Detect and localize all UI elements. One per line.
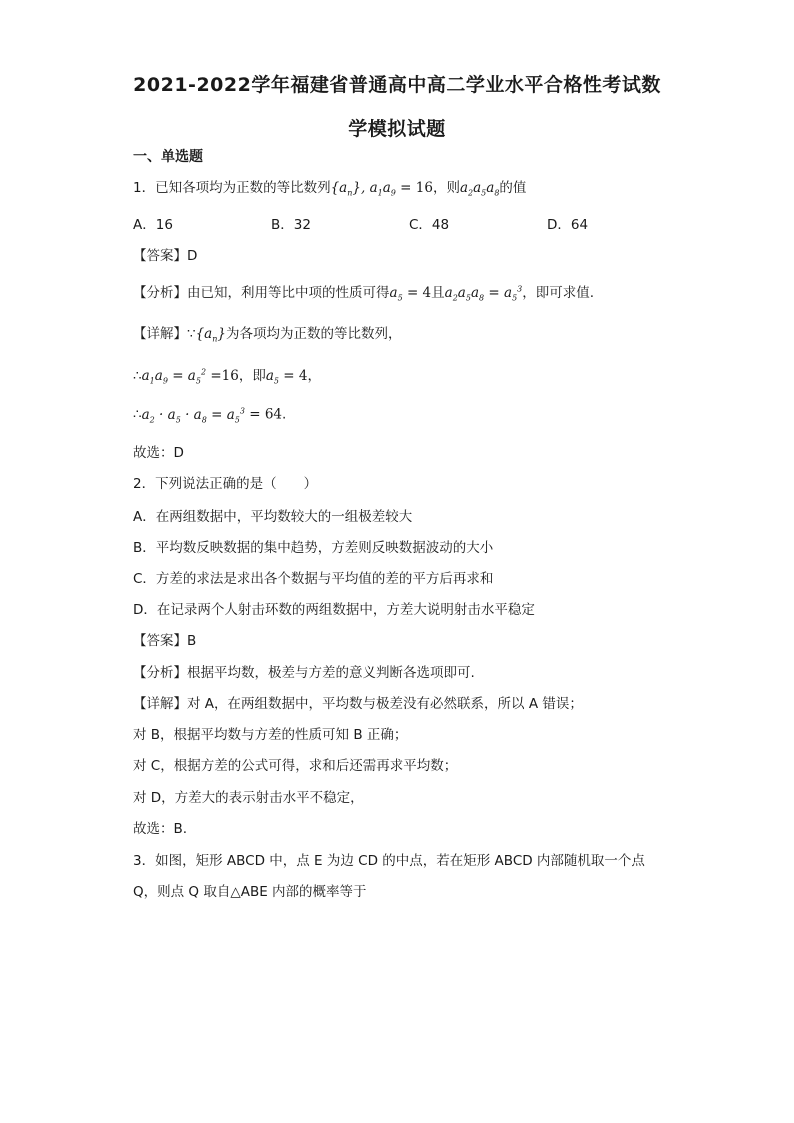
q1-analysis-formula-2: $a_2a_5a_8$ [444, 285, 485, 303]
q1-stem-text-c: 的值 [499, 180, 527, 196]
q1-option-d: D．64 [547, 217, 589, 233]
q1-detail-text-a: 为各项均为正数的等比数列， [225, 326, 402, 342]
q1-formula-sequence: $\{a_n\}$ [330, 180, 361, 198]
q1-analysis-tag: 【分析】 [133, 285, 187, 301]
q1-option-b: B．32 [271, 217, 311, 233]
q2-option-b: B．平均数反映数据的集中趋势，方差则反映数据波动的大小 [133, 540, 494, 556]
q1-analysis: 【分析】由已知，利用等比中项的性质可得$a_5 = 4$且$a_2a_5a_8 = a_5^3$，即可求值. [133, 284, 595, 303]
q2-detail-text-a: 对 A，在两组数据中，平均数与极差没有必然联系，所以 A 错误； [187, 696, 583, 712]
q2-detail-c: 对 C，根据方差的公式可得，求和后还需再求平均数； [133, 758, 458, 774]
q1-option-a: A．16 [133, 217, 173, 233]
q1-stem-text-a: 1．已知各项均为正数的等比数列 [133, 180, 331, 196]
q3-stem-line-2: Q，则点 Q 取自△ABE 内部的概率等于 [133, 884, 367, 900]
q1-analysis-text-c: ，即可求值. [522, 285, 595, 301]
q2-answer-tag: 【答案】 [133, 633, 187, 649]
q1-stem-text-b: ，则 [432, 180, 460, 196]
q1-formula-condition: , $a_1a_9$ [360, 180, 396, 198]
q2-analysis-text: 根据平均数，极差与方差的意义判断各选项即可. [187, 665, 475, 681]
q1-formula-target: $a_2a_5a_8$ [459, 180, 500, 198]
q2-answer-value: B [187, 633, 197, 649]
q1-analysis-text-b: 且 [431, 285, 445, 301]
q2-option-a: A．在两组数据中，平均数较大的一组极差较大 [133, 509, 413, 525]
q1-detail-formula-sequence: $\{a_n\}$ [195, 326, 226, 344]
q1-step-1-result: $a_5$ [265, 368, 279, 386]
q2-stem: 2．下列说法正确的是（ ） [133, 476, 318, 492]
q2-analysis [133, 661, 475, 681]
section-heading: 一、单选题 [133, 149, 203, 165]
q1-option-c: C．48 [409, 217, 450, 233]
q2-detail-d: 对 D，方差大的表示射击水平不稳定， [133, 790, 364, 806]
q1-step-1-formula: $a_1a_9 = a_5^2$ [141, 367, 207, 386]
q1-detail-tag: 【详解】 [133, 326, 187, 342]
q1-analysis-text-a: 由已知，利用等比中项的性质可得 [187, 285, 390, 301]
q1-analysis-formula-1: $a_5$ [389, 285, 403, 303]
q1-step-1-text: ，即 [238, 368, 266, 384]
q2-option-c: C．方差的求法是求出各个数据与平均值的差的平方后再求和 [133, 571, 494, 587]
document-title-line-1: 2021-2022学年福建省普通高中高二学业水平合格性考试数 [133, 74, 661, 96]
document-title-line-2: 学模拟试题 [348, 118, 446, 140]
q1-step-2: $\therefore a_2 \cdot a_5 \cdot a_8 = a_5^3 = 64$. [133, 406, 287, 425]
q1-conclusion: 故选：D [133, 445, 184, 461]
q1-step-1: $\therefore a_1a_9 = a_5^2 =16$，即$a_5 = 4$， [133, 367, 321, 386]
q1-answer-value: D [187, 248, 198, 264]
q2-conclusion: 故选：B. [133, 821, 188, 837]
q1-detail: 【详解】$\because\{a_n\}$为各项均为正数的等比数列， [133, 326, 402, 344]
q2-detail-tag: 【详解】 [133, 696, 187, 712]
q2-option-d: D．在记录两个人射击环数的两组数据中，方差大说明射击水平稳定 [133, 602, 535, 618]
q2-detail-b: 对 B，根据平均数与方差的性质可知 B 正确； [133, 727, 408, 743]
q3-stem-line-1: 3．如图，矩形 ABCD 中，点 E 为边 CD 的中点，若在矩形 ABCD 内部随机取一个点 [133, 853, 645, 869]
q2-detail [133, 692, 583, 712]
q1-answer-tag: 【答案】 [133, 248, 187, 264]
q1-answer [133, 244, 197, 264]
q2-analysis-tag: 【分析】 [133, 665, 187, 681]
q2-answer [133, 629, 196, 649]
q1-step-2-formula: $a_2 \cdot a_5 \cdot a_8 = a_5^3$ [141, 406, 245, 425]
q1-stem: 1．已知各项均为正数的等比数列$\{a_n\}$, $a_1a_9 = 16$，则$a_2a_5a_8$的值 [133, 180, 527, 198]
